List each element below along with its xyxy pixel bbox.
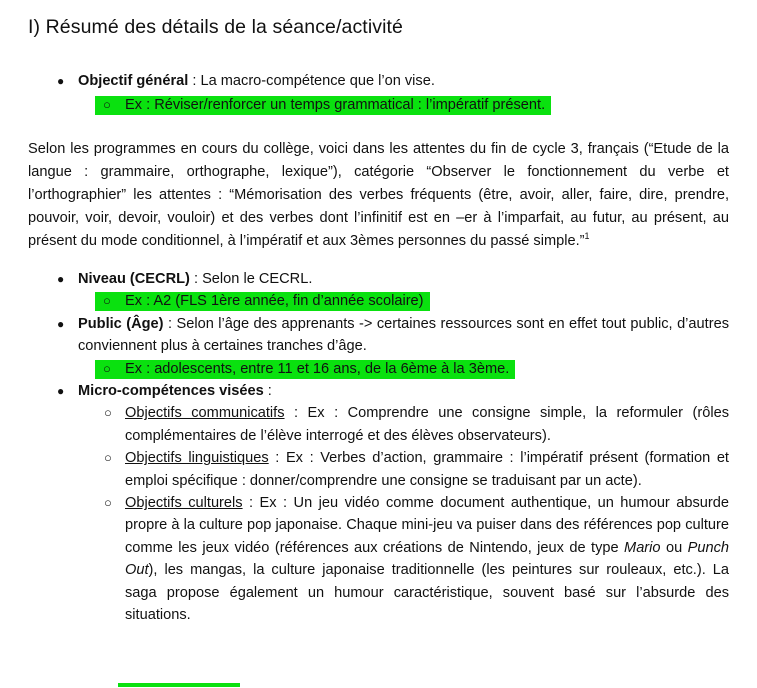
objectifs-culturels-text-1: : Ex : Un jeu vidéo comme document authentique, un humour absurde propre à la culture pop japonaise. Chaque mini-jeu va puiser dans des références pop culture comme les jeux vidéo (références aux créations de Nintendo, jeux de type [125, 495, 729, 556]
bullet-icon: ● [57, 272, 65, 286]
circle-bullet-icon: ○ [103, 97, 111, 112]
list-item-public [28, 313, 729, 358]
circle-bullet-icon: ○ [104, 405, 112, 421]
objectifs-communicatifs-text: : Ex : Comprendre une consigne simple, la reformuler (rôles complémentaires de l’élève interrogé et des élèves observateurs). [125, 405, 730, 444]
public-example-text: Ex : adolescents, entre 11 et 16 ans, de la 6ème à la 3ème. [125, 360, 510, 377]
bullet-icon: ● [57, 384, 65, 399]
game-title-mario: Mario [624, 539, 661, 556]
page-title: I) Résumé des détails de la séance/activité [28, 16, 403, 38]
circle-bullet-icon: ○ [104, 495, 112, 511]
list-item-niveau [28, 268, 729, 290]
highlighted-example [95, 292, 430, 311]
list-item-objectifs-culturels [28, 492, 729, 626]
circle-bullet-icon: ○ [104, 450, 112, 466]
list-item-micro-competences [28, 380, 729, 402]
niveau-example-text: Ex : A2 (FLS 1ère année, fin d’année scolaire) [125, 293, 424, 310]
circle-bullet-icon: ○ [103, 360, 111, 376]
list-item-niveau-example [95, 290, 729, 312]
highlighted-example [95, 96, 551, 115]
list-item-objectif-general [28, 70, 729, 93]
objectifs-culturels-text-3: ), les mangas, la culture japonaise traditionnelle (les peintures sur rouleaux, etc.). La saga propose également un humour caractéristique, souvent basé sur l’absurde des situations. [125, 562, 729, 624]
niveau-label: Niveau (CECRL) [78, 271, 190, 287]
game-title-punch-out: Punch Out [125, 539, 729, 579]
micro-competences-label: Micro-compétences visées [78, 383, 264, 400]
objectifs-linguistiques-label: Objectifs linguistiques [125, 450, 269, 467]
document-page[interactable] [0, 13, 757, 688]
list-item-public-example [95, 358, 729, 380]
circle-bullet-icon: ○ [103, 293, 111, 309]
list-item-objectifs-linguistiques [28, 447, 729, 492]
micro-competences-text: : [263, 383, 272, 400]
objectifs-linguistiques-text: : Ex : Verbes d’action, grammaire : l’impératif présent (formation et emploi spécifique : donner/comprendre une consigne se traduisant par un acte). [125, 450, 729, 489]
footnote-reference: 1 [584, 231, 590, 242]
objectifs-culturels-label: Objectifs culturels [125, 495, 243, 512]
objectif-example-text: Ex : Réviser/renforcer un temps grammatical : l’impératif présent. [125, 97, 546, 113]
objectif-general-label: Objectif général [78, 73, 189, 89]
objectifs-culturels-text-2: ou [660, 539, 688, 556]
bullet-icon: ● [57, 74, 65, 88]
details-list [28, 268, 729, 627]
programmes-paragraph [28, 138, 729, 253]
paragraph-text: Selon les programmes en cours du collège, voici dans les attentes du fin de cycle 3, français (“Etude de la langue : grammaire, orthographe, lexique”), catégorie “Observer le fonctionnement du verbe et l’orthographier” les attentes : “Mémorisation des verbes fréquents (être, avoir, aller, faire, dire, prendre, pouvoir, voir, devoir, vouloir) et des verbes dont l’infinitif est en –er à l’imparfait, au futur, au présent, au présent du mode conditionnel, à l’impératif et aux 3èmes personnes du passé simple.” [28, 141, 729, 249]
bullet-icon: ● [57, 316, 65, 331]
objectif-general-text: : La macro-compétence que l’on vise. [188, 73, 435, 89]
niveau-text: : Selon le CECRL. [189, 271, 313, 287]
public-text: : Selon l’âge des apprenants -> certaines ressources sont en effet tout public, d’autres conviennent plus à certaines tranches d’âge. [78, 315, 729, 355]
public-label: Public (Âge) [78, 315, 164, 332]
highlighted-example [95, 360, 515, 379]
objectifs-communicatifs-label: Objectifs communicatifs [125, 405, 285, 422]
partial-highlight-next-line [118, 683, 240, 687]
objectif-list [28, 70, 729, 117]
list-item-objectif-example [95, 93, 729, 117]
list-item-objectifs-communicatifs [28, 402, 729, 447]
